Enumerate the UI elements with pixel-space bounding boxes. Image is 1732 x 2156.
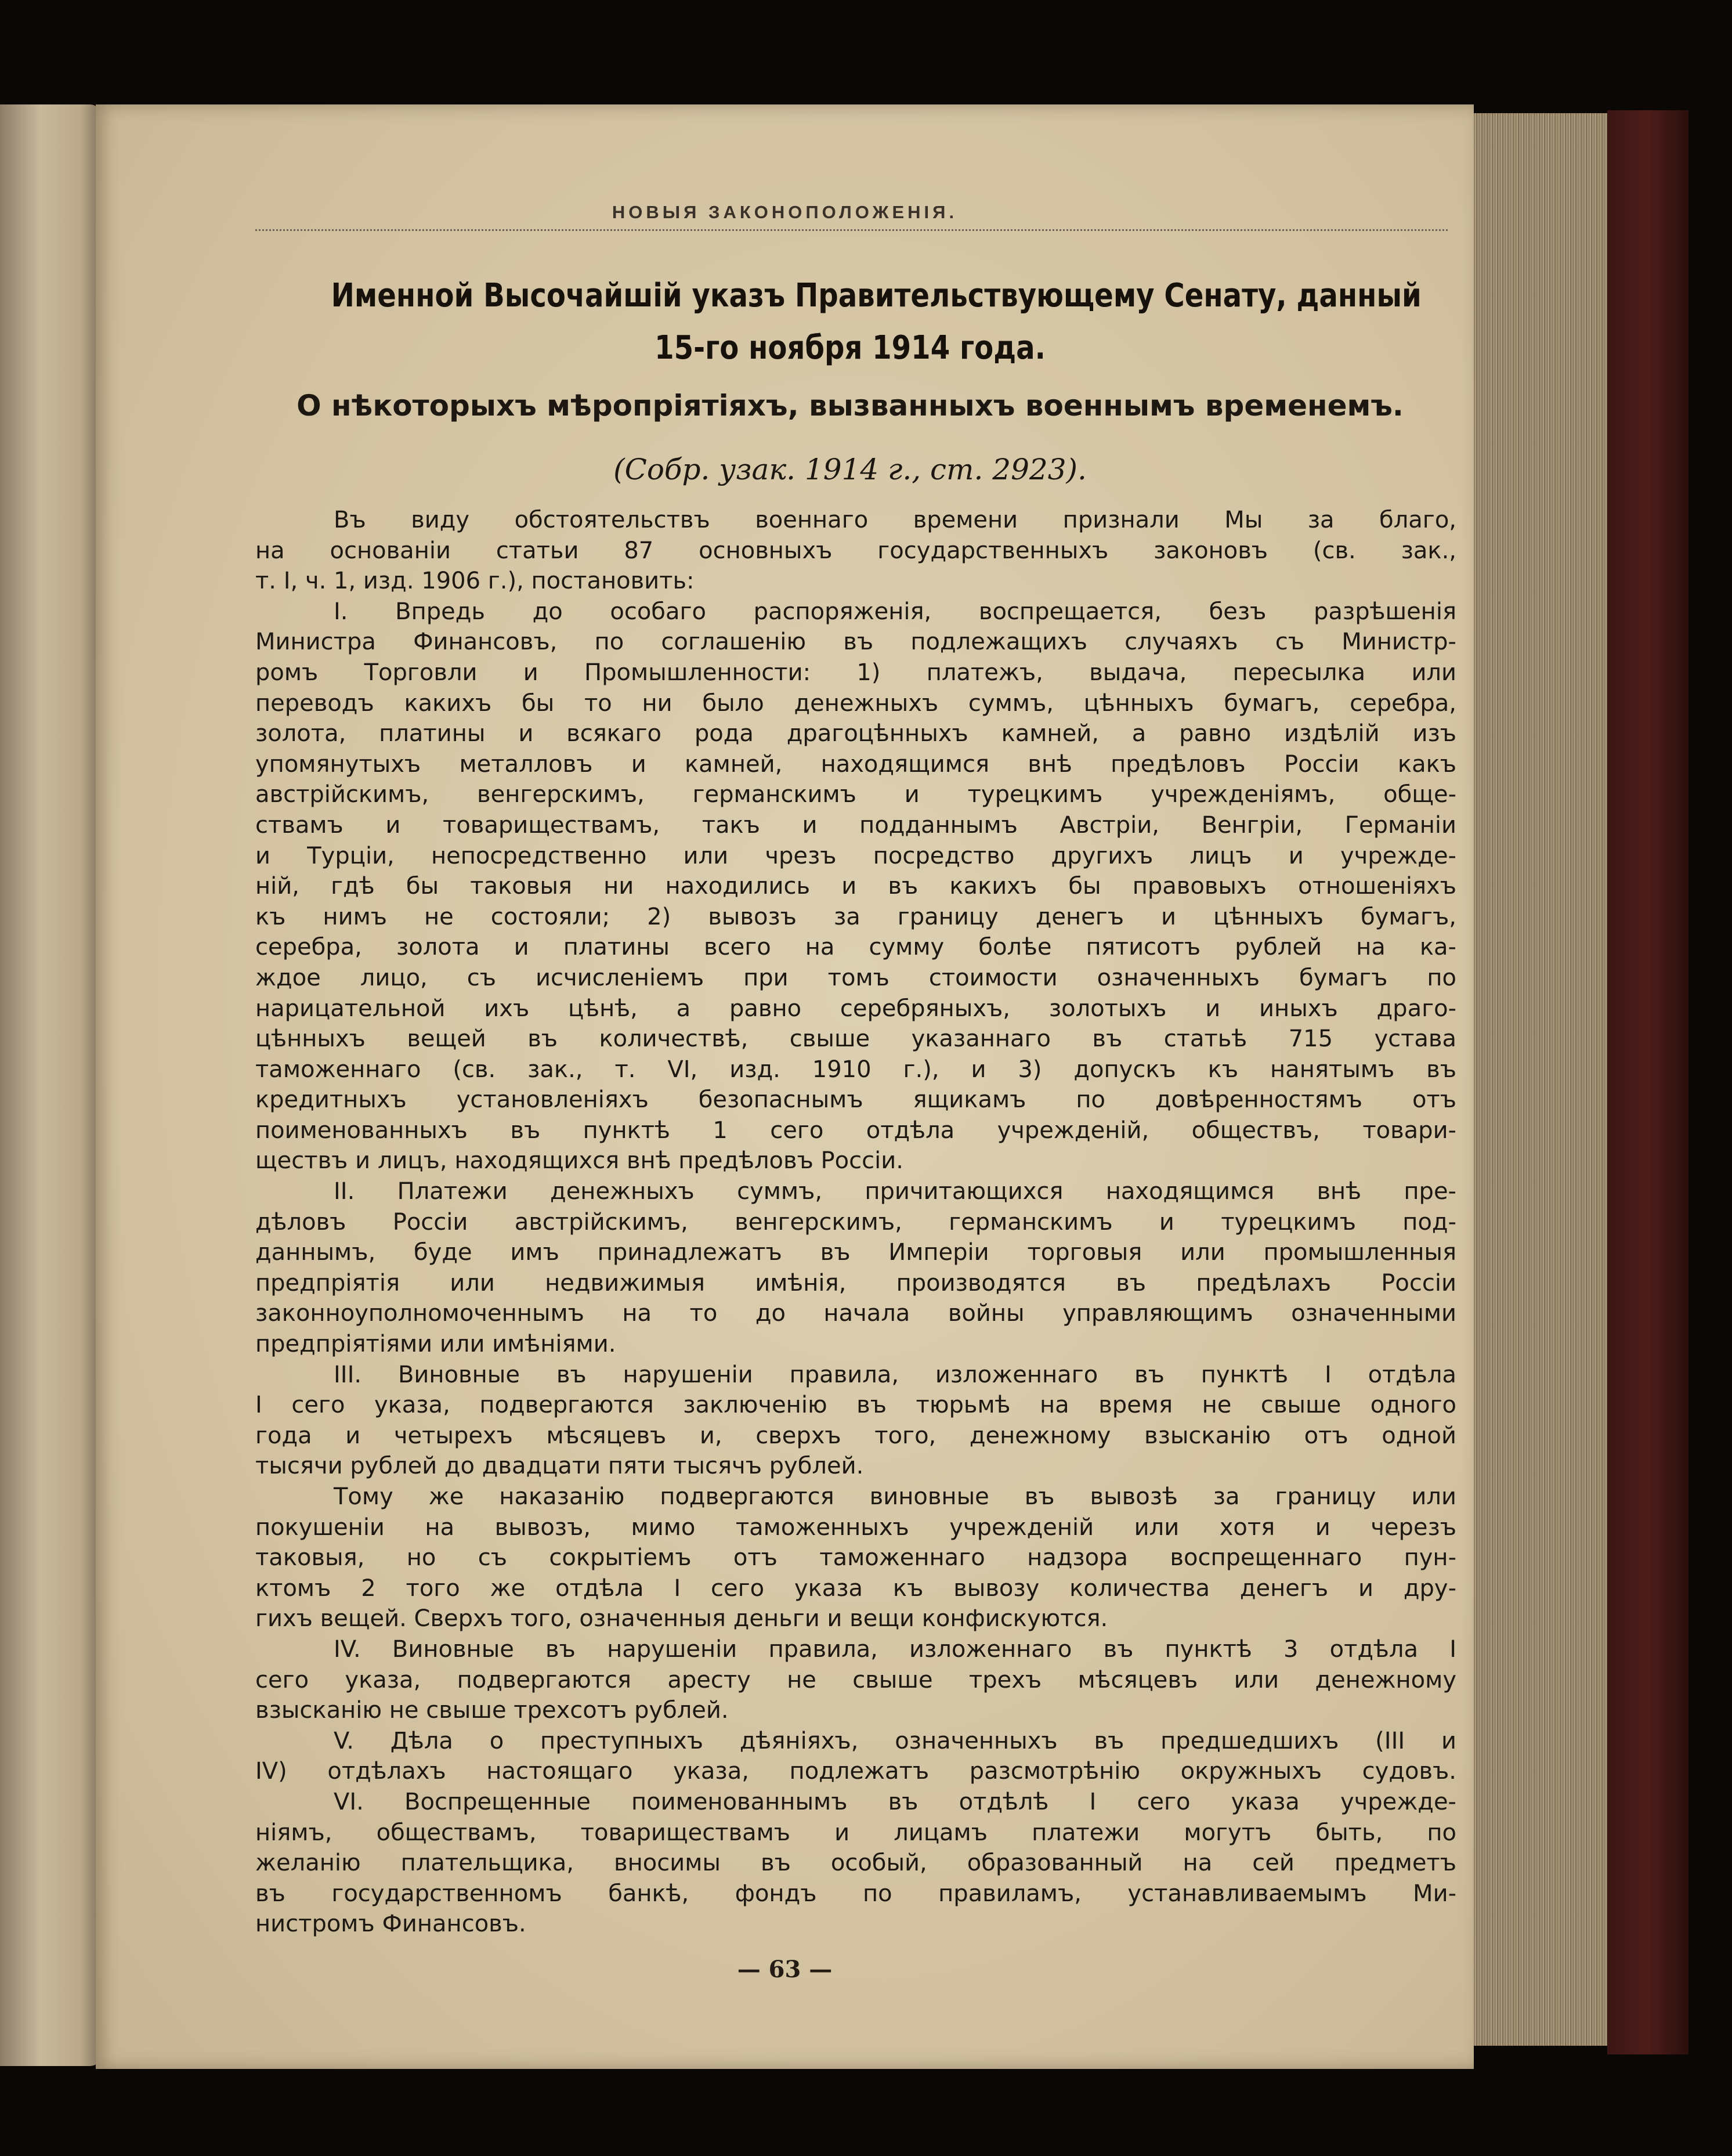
book-page-edges [1471,113,1610,2046]
text-line: даннымъ, буде имъ принадлежатъ въ Имперіи торговыя или промышленныя [255,1239,1456,1266]
page-number: — 63 — [737,1956,833,1983]
header-rule [255,229,1448,231]
text-line: III. Виновные въ нарушеніи правила, изложеннаго въ пунктѣ I отдѣла [334,1361,1456,1388]
source-citation: (Собр. узак. 1914 г., ст. 2923). [613,453,1087,486]
text-line: I сего указа, подвергаются заключенію въ тюрьмѣ на время не свыше одного [255,1392,1456,1419]
text-line: Министра Финансовъ, по соглашенію въ подлежащихъ случаяхъ съ Министр- [255,629,1456,656]
text-line: предпріятіями или имѣніями. [255,1331,616,1358]
text-line: ждое лицо, съ исчисленіемъ при томъ стоимости означенныхъ бумагъ по [255,964,1456,991]
text-line: II. Платежи денежныхъ суммъ, причитающихся находящимся внѣ пре- [334,1178,1456,1205]
text-line: желанію плательщика, вносимы въ особый, образованный на сей предметъ [255,1850,1456,1877]
adjacent-page-edge [0,104,102,2066]
text-line: къ нимъ не состояли; 2) вывозъ за границу денегъ и цѣнныхъ бумагъ, [255,903,1456,930]
text-line: V. Дѣла о преступныхъ дѣяніяхъ, означенныхъ въ предшедшихъ (III и [334,1727,1456,1754]
title-line: Именной Высочайшій указъ Правительствующему Сенату, данный [331,277,1422,315]
book-page [96,104,1474,2069]
text-line: нарицательной ихъ цѣнѣ, а равно серебряныхъ, золотыхъ и иныхъ драго- [255,995,1456,1022]
text-line: VI. Воспрещенные поименованнымъ въ отдѣлѣ I сего указа учрежде- [334,1788,1456,1815]
text-line: законноуполномоченнымъ на то до начала войны управляющимъ означенными [255,1300,1456,1327]
decree-subtitle: О нѣкоторыхъ мѣропріятіяхъ, вызванныхъ военнымъ временемъ. [296,389,1404,422]
text-line: IV) отдѣлахъ настоящаго указа, подлежатъ разсмотрѣнію окружныхъ судовъ. [255,1758,1456,1785]
text-line: серебра, золота и платины всего на сумму болѣе пятисотъ рублей на ка- [255,934,1456,961]
text-line: нистромъ Финансовъ. [255,1911,526,1938]
text-line: IV. Виновные въ нарушеніи правила, изложеннаго въ пунктѣ 3 отдѣла I [334,1635,1456,1663]
text-line: кредитныхъ установленіяхъ безопаснымъ ящикамъ по довѣренностямъ отъ [255,1086,1456,1114]
text-line: въ государственномъ банкѣ, фондъ по правиламъ, устанавливаемымъ Ми- [255,1880,1456,1907]
text-line: и Турціи, непосредственно или чрезъ посредство другихъ лицъ и учрежде- [255,842,1456,869]
text-line: ромъ Торговли и Промышленности: 1) платежъ, выдача, пересылка или [255,659,1456,686]
text-line: австрійскимъ, венгерскимъ, германскимъ и турецкимъ учрежденіямъ, обще- [255,781,1456,808]
book-cover-edge [1607,110,1688,2054]
text-line: тысячи рублей до двадцати пяти тысячъ рублей. [255,1453,864,1480]
text-line: поименованныхъ въ пунктѣ 1 сего отдѣла учрежденій, обществъ, товари- [255,1117,1456,1144]
text-line: покушеніи на вывозъ, мимо таможенныхъ учрежденій или хотя и черезъ [255,1514,1456,1541]
text-line: ществъ и лицъ, находящихся внѣ предѣловъ Россіи. [255,1147,903,1175]
running-head: НОВЫЯ ЗАКОНОПОЛОЖЕНІЯ. [612,202,958,222]
text-line: ктомъ 2 того же отдѣла I сего указа къ вывозу количества денегъ и дру- [255,1574,1456,1602]
decree-title [331,270,1422,374]
text-line: золота, платины и всякаго рода драгоцѣнныхъ камней, а равно издѣлій изъ [255,720,1456,747]
text-line: Тому же наказанію подвергаются виновные въ вывозѣ за границу или [334,1483,1456,1510]
text-line: ніямъ, обществамъ, товариществамъ и лицамъ платежи могутъ быть, по [255,1819,1456,1846]
text-line: дѣловъ Россіи австрійскимъ, венгерскимъ, германскимъ и турецкимъ под- [255,1208,1456,1236]
text-line: гихъ вещей. Сверхъ того, означенныя деньги и вещи конфискуются. [255,1605,1108,1633]
text-line: Въ виду обстоятельствъ военнаго времени признали Мы за благо, [334,507,1456,533]
body-text [255,505,1456,1940]
text-line: цѣнныхъ вещей въ количествѣ, свыше указаннаго въ статьѣ 715 устава [255,1025,1456,1053]
text-line: взысканію не свыше трехсотъ рублей. [255,1697,729,1724]
text-line: сего указа, подвергаются аресту не свыше трехъ мѣсяцевъ или денежному [255,1666,1456,1693]
text-line: т. I, ч. 1, изд. 1906 г.), постановить: [255,568,695,595]
text-line: I. Впредь до особаго распоряженія, воспрещается, безъ разрѣшенія [334,598,1456,625]
text-line: на основаніи статьи 87 основныхъ государственныхъ законовъ (св. зак., [255,537,1456,564]
title-line: 15-го ноября 1914 года. [655,329,1046,367]
text-line: года и четырехъ мѣсяцевъ и, сверхъ того, денежному взысканію отъ одной [255,1422,1456,1449]
text-line: ствамъ и товариществамъ, такъ и подданнымъ Австріи, Венгріи, Германіи [255,811,1456,839]
text-line: упомянутыхъ металловъ и камней, находящимся внѣ предѣловъ Россіи какъ [255,750,1456,778]
text-line: таковыя, но съ сокрытіемъ отъ таможеннаго надзора воспрещеннаго пун- [255,1544,1456,1572]
text-line: таможеннаго (св. зак., т. VI, изд. 1910 г.), и 3) допускъ къ нанятымъ въ [255,1056,1456,1083]
text-line: переводъ какихъ бы то ни было денежныхъ суммъ, цѣнныхъ бумагъ, серебра, [255,689,1456,717]
text-line: предпріятія или недвижимыя имѣнія, производятся въ предѣлахъ Россіи [255,1269,1456,1297]
text-line: ній, гдѣ бы таковыя ни находились и въ какихъ бы правовыхъ отношеніяхъ [255,873,1456,900]
